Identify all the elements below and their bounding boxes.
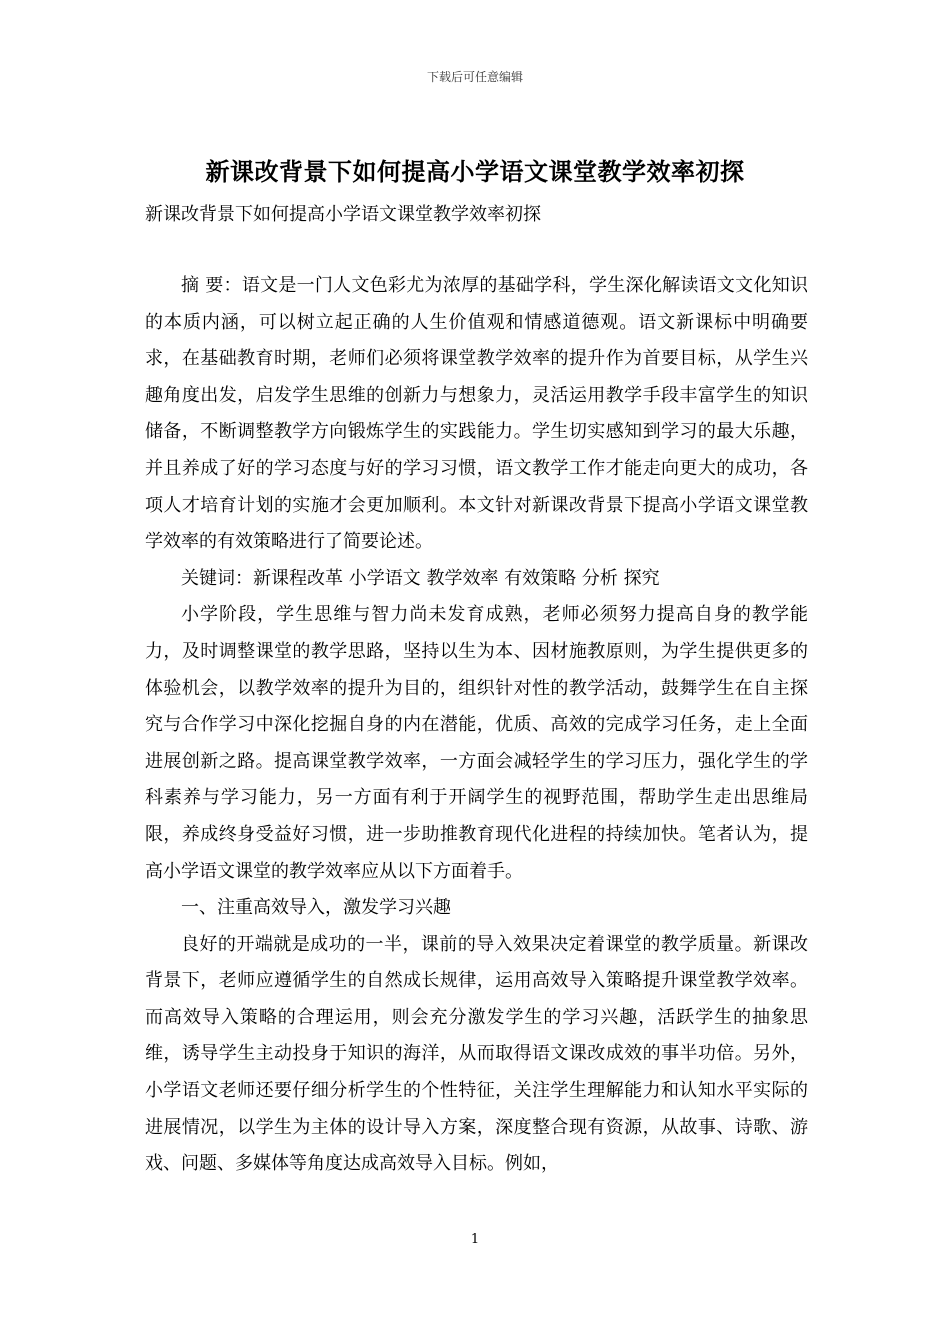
page-number: 1 (470, 1232, 480, 1247)
section-paragraph: 良好的开端就是成功的一半，课前的导入效果决定着课堂的教学质量。新课改背景下，老师应遵循学生的自然成长规律，运用高效导入策略提升课堂教学效率。而高效导入策略的合理运用，则会充分激发学生的学习兴趣，活跃学生的抽象思维，诱导学生主动投身于知识的海洋，从而取得语文课改成效的事半功倍。另外，小学语文老师还要仔细分析学生的个性特征，关注学生理解能力和认知水平实际的进展情况，以学生为主体的设计导入方案，深度整合现有资源，从故事、诗歌、游戏、问题、多媒体等角度达成高效导入目标。例如， (145, 933, 808, 1175)
intro-paragraph: 小学阶段，学生思维与智力尚未发育成熟，老师必须努力提高自身的教学能力，及时调整课堂的教学思路，坚持以生为本、因材施教原则，为学生提供更多的体验机会，以教学效率的提升为目的，组织针对性的教学活动，鼓舞学生在自主探究与合作学习中深化挖掘自身的内在潜能，优质、高效的完成学习任务，走上全面进展创新之路。提高课堂教学效率，一方面会减轻学生的学习压力，强化学生的学科素养与学习能力，另一方面有利于开阔学生的视野范围，帮助学生走出思维局限，养成终身受益好习惯，进一步助推教育现代化进程的持续加快。笔者认为，提高小学语文课堂的教学效率应从以下方面着手。 (145, 604, 808, 882)
abstract-paragraph: 摘 要：语文是一门人文色彩尤为浓厚的基础学科，学生深化解读语文文化知识的本质内涵，可以树立起正确的人生价值观和情感道德观。语文新课标中明确要求，在基础教育时期，老师们必须将课堂教学效率的提升作为首要目标，从学生兴趣角度出发，启发学生思维的创新力与想象力，灵活运用教学手段丰富学生的知识储备，不断调整教学方向锻炼学生的实践能力。学生切实感知到学习的最大乐趣，并且养成了好的学习态度与好的学习习惯，语文教学工作才能走向更大的成功，各项人才培育计划的实施才会更加顺利。本文针对新课改背景下提高小学语文课堂教学效率的有效策略进行了简要论述。 (145, 275, 808, 553)
keywords-line: 关键词：新课程改革 小学语文 教学效率 有效策略 分析 探究 (181, 567, 660, 589)
document-subtitle: 新课改背景下如何提高小学语文课堂教学效率初探 (145, 204, 541, 225)
document-title: 新课改背景下如何提高小学语文课堂教学效率初探 (205, 157, 745, 186)
document-body (145, 268, 808, 1183)
page-header-note: 下载后可任意编辑 (426, 70, 523, 84)
section-heading: 一、注重高效导入，激发学习兴趣 (181, 897, 451, 919)
